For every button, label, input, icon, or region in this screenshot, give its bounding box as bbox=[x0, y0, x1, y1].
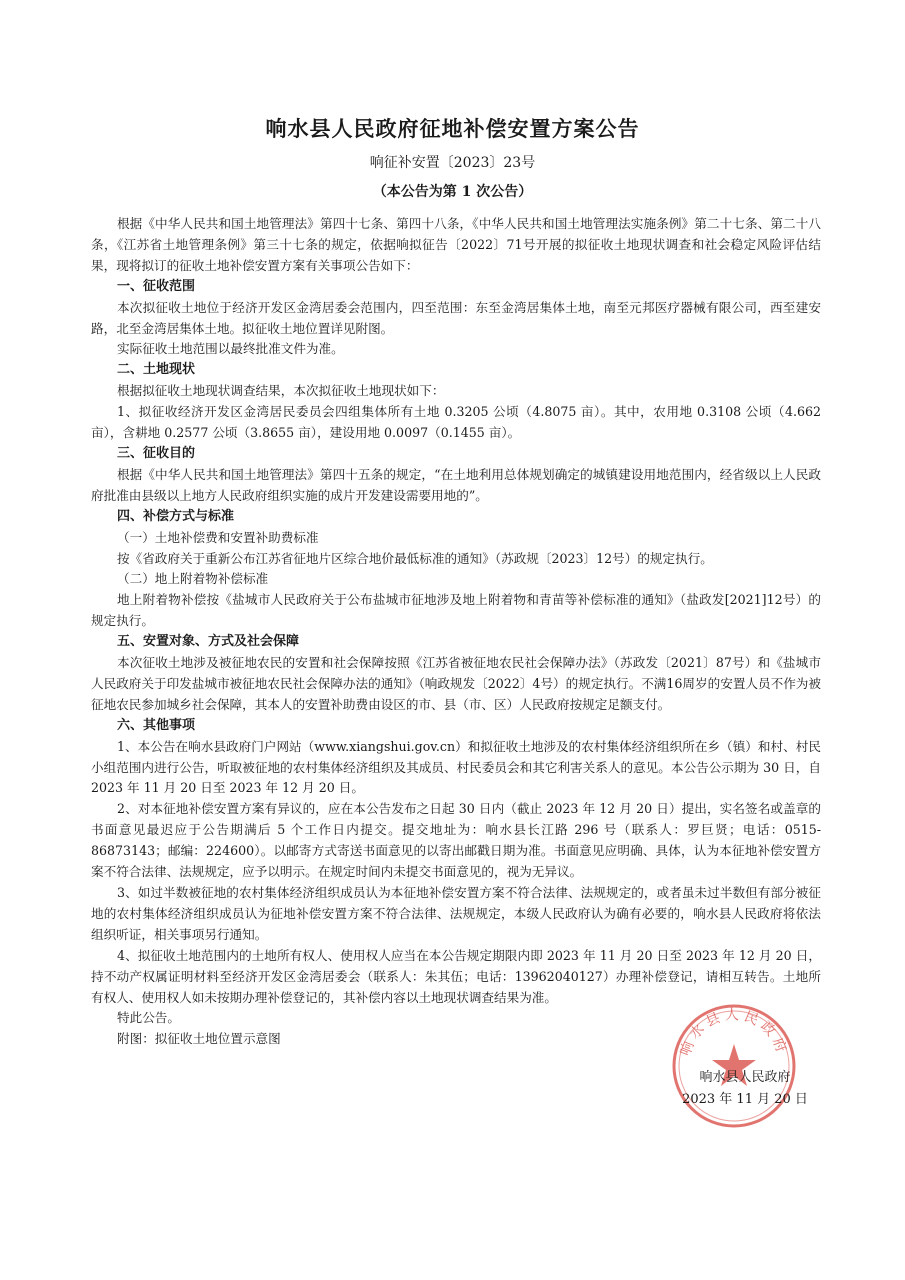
official-seal-icon bbox=[668, 1000, 800, 1132]
section-heading-purpose: 三、征收目的 bbox=[117, 445, 196, 461]
issue-date: 2023 年 11 月 20 日 bbox=[682, 1092, 808, 1107]
intro-paragraph: 根据《中华人民共和国土地管理法》第四十七条、第四十八条，《中华人民共和国土地管理法实施条例》第二十七条、第二十八条，《江苏省土地管理条例》第三十七条的规定，依据响拟征告〔2022〕71号开展的拟征收土地现状调查和社会稳定风险评估结果，现将拟订的征收土地补偿安置方案有关事项公告如下： bbox=[91, 216, 821, 273]
section-heading-scope: 一、征收范围 bbox=[117, 278, 196, 294]
subheading: （一）土地补偿费和安置补助费标准 bbox=[117, 529, 319, 545]
paragraph: 2、对本征地补偿安置方案有异议的，应在本公告发布之日起 30 日内（截止 2023 年 12 月 20 日）提出，实名签名或盖章的书面意见最迟应于公告期满后 5 个工作日内提交。提交地址为：响水县长江路 296 号（联系人：罗巨贤；电话：0515-86873143；邮编：224600）。以邮寄方式寄送书面意见的以寄出邮戳日期为准。书面意见应明确、具体，认为本征地补偿安置方案不符合法律、法规规定，应予以明示。在规定时间内未提交书面意见的，视为无异议。 bbox=[91, 801, 821, 880]
paragraph: 1、拟征收经济开发区金湾居民委员会四组集体所有土地 0.3205 公顷（4.8075 亩）。其中，农用地 0.3108 公顷（4.662 亩），含耕地 0.2577 公顷（3.8655 亩），建设用地 0.0097（0.1455 亩）。 bbox=[91, 404, 821, 441]
section-heading-compensation: 四、补偿方式与标准 bbox=[117, 508, 235, 524]
attachment-note: 附图：拟征收土地位置示意图 bbox=[117, 1031, 281, 1047]
paragraph: 按《省政府关于重新公布江苏省征地片区综合地价最低标准的通知》（苏政规〔2023〕12号）的规定执行。 bbox=[117, 550, 713, 566]
paragraph: 4、拟征收土地范围内的土地所有权人、使用权人应当在本公告规定期限内即 2023 年 11 月 20 日至 2023 年 12 月 20 日，持不动产权属证明材料至经济开发区金湾居委会（联系人：朱其伍；电话：13962040127）办理补偿登记，请相互转告。土地所有权人、使用权人如未按期办理补偿登记的，其补偿内容以土地现状调查结果为准。 bbox=[91, 947, 821, 1005]
section-heading-status: 二、土地现状 bbox=[117, 362, 196, 378]
paragraph: 本次征收土地涉及被征地农民的安置和社会保障按照《江苏省被征地农民社会保障办法》（苏政发〔2021〕87号）和《盐城市人民政府关于印发盐城市被征地农民社会保障办法的通知》（响政规发〔2022〕4号）的规定执行。不满16周岁的安置人员不作为被征地农民参加城乡社会保障，其本人的安置补助费由设区的市、县（市、区）人民政府按规定足额支付。 bbox=[91, 655, 821, 712]
svg-text:响水县人民政府: 响水县人民政府 bbox=[677, 1007, 791, 1059]
paragraph: 3、如过半数被征地的农村集体经济组织成员认为本征地补偿安置方案不符合法律、法规规定的，或者虽未过半数但有部分被征地的农村集体经济组织成员认为征地补偿安置方案不符合法律、法规规定，本级人民政府认为确有必要的，响水县人民政府将依法组织听证，相关事项另行通知。 bbox=[91, 885, 821, 942]
section-heading-other: 六、其他事项 bbox=[117, 717, 196, 733]
paragraph: 地上附着物补偿按《盐城市人民政府关于公布盐城市征地涉及地上附着物和青苗等补偿标准的通知》（盐政发[2021]12号）的规定执行。 bbox=[91, 592, 821, 629]
page-title: 响水县人民政府征地补偿安置方案公告 bbox=[265, 116, 640, 141]
notice-number: （本公告为第 1 次公告） bbox=[372, 184, 533, 200]
section-heading-resettlement: 五、安置对象、方式及社会保障 bbox=[117, 634, 300, 650]
document-body bbox=[91, 214, 821, 1050]
issuer-name: 响水县人民政府 bbox=[699, 1070, 791, 1085]
signature-block bbox=[670, 1067, 820, 1111]
paragraph: 1、本公告在响水县政府门户网站（www.xiangshui.gov.cn）和拟征收土地涉及的农村集体经济组织所在乡（镇）和村、村民小组范围内进行公告，听取被征地的农村集体经济组织及其成员、村民委员会和其它利害关系人的意见。本公告公示期为 30 日，自 2023 年 11 月 20 日至 2023 年 12 月 20 日。 bbox=[91, 738, 821, 796]
document-number: 响征补安置〔2023〕23号 bbox=[369, 155, 536, 171]
paragraph: 实际征收土地范围以最终批准文件为准。 bbox=[117, 341, 344, 357]
closing-line: 特此公告。 bbox=[117, 1010, 180, 1026]
paragraph: 本次拟征收土地位于经济开发区金湾居委会范围内，四至范围：东至金湾居集体土地，南至元邦医疗器械有限公司，西至建安路，北至金湾居集体土地。拟征收土地位置详见附图。 bbox=[91, 299, 821, 336]
subheading: （二）地上附着物补偿标准 bbox=[117, 571, 269, 587]
paragraph: 根据《中华人民共和国土地管理法》第四十五条的规定，“在土地利用总体规划确定的城镇建设用地范围内，经省级以上人民政府批准由县级以上地方人民政府组织实施的成片开发建设需要用地的”。 bbox=[91, 466, 821, 503]
paragraph: 根据拟征收土地现状调查结果，本次拟征收土地现状如下： bbox=[117, 383, 445, 399]
